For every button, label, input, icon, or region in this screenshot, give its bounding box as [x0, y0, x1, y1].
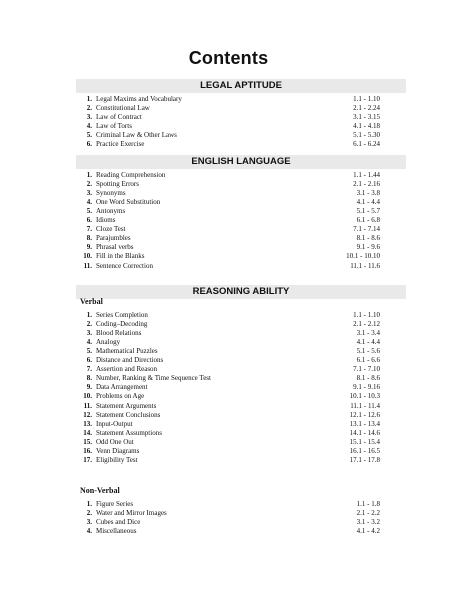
item-pages: 3.1 - 3.4	[356, 329, 380, 338]
item-number: 5.	[86, 131, 92, 140]
item-title: Legal Maxims and Vocabulary	[96, 95, 182, 103]
toc-row	[76, 411, 406, 420]
toc-row	[76, 383, 406, 392]
item-number: 2.	[86, 104, 92, 113]
toc-row	[76, 456, 406, 465]
item-pages: 13.1 - 13.4	[349, 419, 380, 428]
item-pages: 11.1 - 11.4	[350, 401, 380, 410]
item-title: Figure Series	[96, 500, 134, 508]
toc-row	[76, 311, 406, 320]
item-pages: 3.1 - 3.8	[356, 189, 380, 198]
item-pages: 15.1 - 15.4	[349, 437, 380, 446]
item-number: 2.	[86, 509, 92, 518]
toc-row	[76, 320, 406, 329]
item-number: 3.	[86, 329, 92, 338]
toc-row	[76, 402, 406, 411]
item-title: Phrasal verbs	[96, 243, 134, 252]
item-title: Eligibility Test	[96, 455, 138, 464]
item-pages: 2.1 - 2.2	[356, 509, 380, 518]
toc-row	[76, 113, 406, 122]
toc-row	[76, 438, 406, 447]
toc-row	[76, 420, 406, 429]
item-number: 11.	[83, 261, 92, 270]
toc-row	[76, 509, 406, 518]
item-pages: 9.1 - 9.6	[356, 243, 380, 252]
item-pages: 6.1 - 6.6	[356, 356, 380, 365]
item-title: Criminal Law & Other Laws	[96, 131, 177, 140]
item-number: 9.	[86, 383, 92, 392]
toc-row	[76, 131, 406, 140]
item-title: Idioms	[96, 216, 116, 225]
item-pages: 5.1 - 5.7	[356, 207, 380, 216]
item-number: 3.	[86, 518, 92, 527]
toc-row	[76, 140, 406, 149]
toc-row	[76, 225, 406, 234]
item-number: 5.	[86, 207, 92, 216]
section-heading: ENGLISH LANGUAGE	[76, 155, 406, 169]
toc-row	[76, 189, 406, 198]
toc-row	[76, 429, 406, 438]
toc-row	[76, 171, 406, 180]
item-title: Miscellaneous	[96, 527, 137, 536]
item-pages: 1.1 - 1.10	[353, 95, 380, 103]
item-title: Number, Ranking & Time Sequence Test	[96, 374, 211, 383]
item-number: 4.	[86, 527, 92, 536]
toc-row	[76, 392, 406, 401]
item-number: 13.	[83, 419, 92, 428]
toc-row	[76, 252, 406, 261]
item-title: Water and Mirror Images	[96, 509, 167, 518]
item-title: Odd One Out	[96, 437, 134, 446]
item-title: Series Completion	[96, 311, 148, 319]
item-number: 7.	[86, 225, 92, 234]
item-pages: 4.1 - 4.4	[356, 198, 380, 207]
item-number: 8.	[86, 374, 92, 383]
toc-row	[76, 234, 406, 243]
item-title: Parajumbles	[96, 234, 131, 243]
item-number: 1.	[86, 311, 92, 319]
item-number: 10.	[83, 392, 92, 401]
item-pages: 5.1 - 5.6	[356, 347, 380, 356]
item-title: Law of Contract	[96, 113, 142, 122]
item-pages: 16.1 - 16.5	[349, 446, 380, 455]
item-pages: 4.1 - 4.18	[353, 122, 380, 131]
item-title: Practice Exercise	[96, 140, 145, 149]
item-number: 2.	[86, 320, 92, 329]
item-number: 8.	[86, 234, 92, 243]
item-title: One Word Substitution	[96, 198, 161, 207]
toc-row	[76, 216, 406, 225]
item-title: Spotting Errors	[96, 180, 139, 189]
toc-row	[76, 122, 406, 131]
item-number: 10.	[83, 252, 92, 261]
toc-row	[76, 338, 406, 347]
item-title: Problems on Age	[96, 392, 145, 401]
section-heading: REASONING ABILITY	[76, 285, 406, 299]
item-number: 2.	[86, 180, 92, 189]
item-number: 15.	[83, 437, 92, 446]
toc-row	[76, 243, 406, 252]
item-number: 12.	[83, 410, 92, 419]
item-number: 14.	[83, 428, 92, 437]
item-title: Statement Arguments	[96, 401, 157, 410]
item-number: 1.	[86, 500, 92, 508]
item-number: 16.	[83, 446, 92, 455]
item-number: 3.	[86, 189, 92, 198]
item-title: Assertion and Reason	[96, 365, 158, 374]
item-title: Input-Output	[96, 419, 133, 428]
item-pages: 2.1 - 2.12	[353, 320, 380, 329]
item-title: Synonyms	[96, 189, 126, 198]
toc-row	[76, 356, 406, 365]
toc-row	[76, 95, 406, 104]
item-number: 4.	[86, 122, 92, 131]
item-pages: 5.1 - 5.30	[353, 131, 380, 140]
item-pages: 4.1 - 4.2	[356, 527, 380, 536]
toc-row	[76, 207, 406, 216]
toc-row	[76, 329, 406, 338]
item-number: 3.	[86, 113, 92, 122]
item-pages: 10.1 - 10.3	[349, 392, 380, 401]
item-title: Coding–Decoding	[96, 320, 148, 329]
item-number: 1.	[86, 95, 92, 103]
item-title: Cubes and Dice	[96, 518, 141, 527]
toc-row	[76, 518, 406, 527]
item-pages: 8.1 - 8.6	[356, 374, 380, 383]
item-pages: 14.1 - 14.6	[349, 428, 380, 437]
item-title: Statement Assumptions	[96, 428, 162, 437]
item-title: Data Arrangement	[96, 383, 148, 392]
item-pages: 1.1 - 1.8	[356, 500, 380, 508]
item-title: Analogy	[96, 338, 121, 347]
item-title: Venn Diagrams	[96, 446, 140, 455]
item-pages: 17.1 - 17.8	[349, 455, 380, 464]
item-title: Blood Relations	[96, 329, 142, 338]
item-number: 7.	[86, 365, 92, 374]
item-pages: 1.1 - 1.44	[353, 171, 380, 179]
toc-row	[76, 374, 406, 383]
item-title: Law of Torts	[96, 122, 132, 131]
item-pages: 4.1 - 4.4	[356, 338, 380, 347]
item-title: Statement Conclusions	[96, 410, 161, 419]
toc-row	[76, 180, 406, 189]
item-number: 6.	[86, 140, 92, 149]
item-pages: 3.1 - 3.15	[353, 113, 380, 122]
toc-row	[76, 198, 406, 207]
item-pages: 11.1 - 11.6	[350, 261, 380, 270]
item-number: 5.	[86, 347, 92, 356]
toc-row	[76, 104, 406, 113]
item-title: Sentence Correction	[96, 261, 153, 270]
section-heading: LEGAL APTITUDE	[76, 79, 406, 93]
toc-row	[76, 527, 406, 536]
item-number: 17.	[83, 455, 92, 464]
item-title: Distance and Directions	[96, 356, 164, 365]
item-pages: 7.1 - 7.10	[353, 365, 380, 374]
page-title: Contents	[188, 48, 269, 68]
toc-row	[76, 365, 406, 374]
item-pages: 7.1 - 7.14	[353, 225, 380, 234]
item-number: 9.	[86, 243, 92, 252]
item-pages: 10.1 - 10.10	[346, 252, 380, 261]
item-pages: 6.1 - 6.8	[356, 216, 380, 225]
item-pages: 2.1 - 2.16	[353, 180, 380, 189]
toc-row	[76, 347, 406, 356]
subsection-heading: Verbal	[80, 297, 103, 306]
item-number: 11.	[83, 401, 92, 410]
toc-row	[76, 447, 406, 456]
toc-row	[76, 262, 406, 271]
item-number: 6.	[86, 356, 92, 365]
item-title: Reading Comprehension	[96, 171, 166, 179]
item-pages: 12.1 - 12.6	[349, 410, 380, 419]
item-number: 4.	[86, 338, 92, 347]
item-pages: 2.1 - 2.24	[353, 104, 380, 113]
item-title: Cloze Test	[96, 225, 126, 234]
item-number: 1.	[86, 171, 92, 179]
item-pages: 9.1 - 9.16	[353, 383, 380, 392]
item-pages: 1.1 - 1.10	[353, 311, 380, 319]
item-pages: 3.1 - 3.2	[356, 518, 380, 527]
item-pages: 8.1 - 8.6	[356, 234, 380, 243]
item-title: Antonyms	[96, 207, 126, 216]
item-pages: 6.1 - 6.24	[353, 140, 380, 149]
item-number: 6.	[86, 216, 92, 225]
item-title: Fill in the Blanks	[96, 252, 145, 261]
item-title: Mathematical Puzzles	[96, 347, 158, 356]
item-title: Constitutional Law	[96, 104, 150, 113]
item-number: 4.	[86, 198, 92, 207]
subsection-heading: Non-Verbal	[80, 486, 120, 495]
toc-row	[76, 500, 406, 509]
